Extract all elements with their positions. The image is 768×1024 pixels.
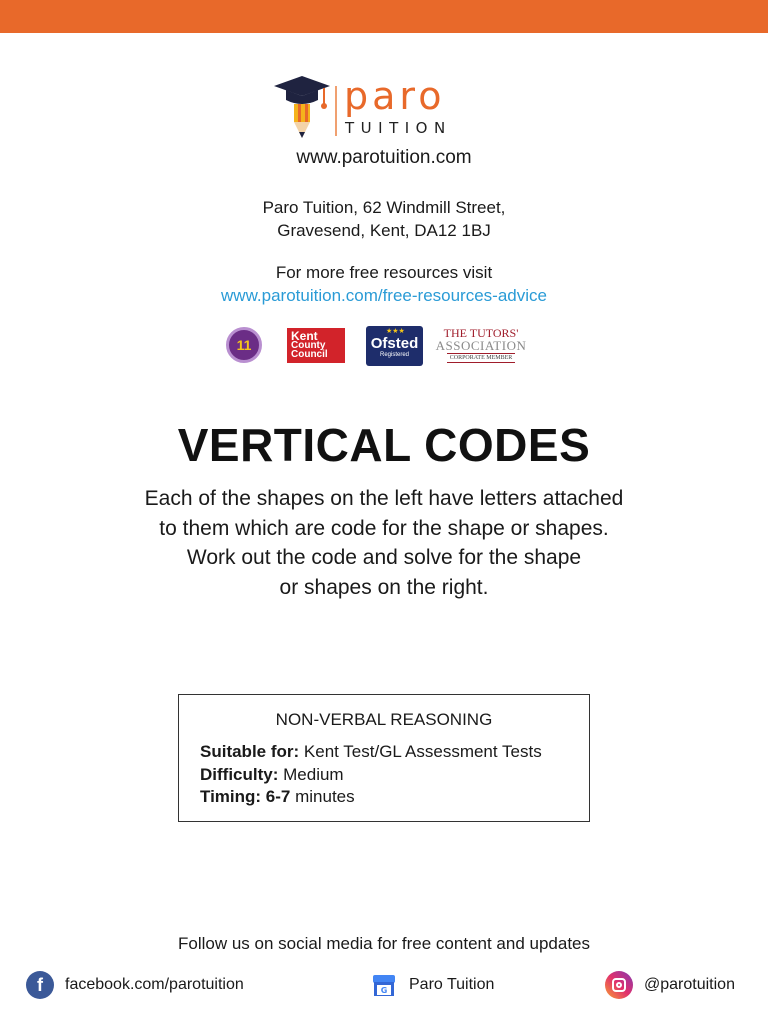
website-link[interactable]: www.parotuition.com xyxy=(296,147,472,168)
kent-county-label: County xyxy=(291,340,326,351)
logo-wordmark: paro xyxy=(344,74,446,118)
resources-block xyxy=(0,261,768,307)
graduation-cap-pencil-icon xyxy=(272,72,332,142)
info-details xyxy=(200,741,542,809)
logo-divider xyxy=(335,86,337,136)
info-box xyxy=(178,694,590,822)
address-line-1: Paro Tuition, 62 Windmill Street, xyxy=(262,198,506,217)
instructions-line-4: or shapes on the right. xyxy=(279,575,489,599)
difficulty-row xyxy=(200,764,542,787)
suitable-for-row xyxy=(200,741,542,764)
info-heading: NON-VERBAL REASONING xyxy=(275,710,493,729)
eleven-plus-badge xyxy=(226,327,262,363)
kent-county-council-badge xyxy=(287,328,345,363)
ofsted-registered-label: Registered xyxy=(379,352,409,358)
top-accent-bar xyxy=(0,0,768,33)
difficulty-label: Difficulty: xyxy=(200,764,279,784)
tutors-association-line-1: THE TUTORS' xyxy=(443,326,519,340)
resources-text: For more free resources visit xyxy=(275,263,493,282)
instagram-label: @parotuition xyxy=(644,976,735,993)
timing-row xyxy=(200,786,542,809)
accreditation-badges xyxy=(0,323,768,367)
timing-label: Timing: 6-7 xyxy=(200,787,291,806)
address-line-2: Gravesend, Kent, DA12 1BJ xyxy=(277,221,491,240)
instructions-line-2: to them which are code for the shape or shapes. xyxy=(159,516,609,540)
google-label: Paro Tuition xyxy=(409,976,495,993)
kent-label: Kent xyxy=(291,329,318,343)
kent-council-label: Council xyxy=(291,349,328,360)
facebook-icon: f xyxy=(26,971,54,999)
ofsted-label: Ofsted xyxy=(370,335,419,352)
follow-us-text: Follow us on social media for free content and updates xyxy=(177,934,591,953)
difficulty-value: Medium xyxy=(283,764,344,784)
tutors-association-line-2: ASSOCIATION xyxy=(435,338,527,353)
logo-subtitle: TUITION xyxy=(345,119,452,137)
facebook-label: facebook.com/parotuition xyxy=(65,976,244,993)
instagram-link[interactable] xyxy=(605,970,735,1000)
timing-value: minutes xyxy=(295,787,355,806)
tutors-association-line-3: CORPORATE MEMBER xyxy=(447,353,515,363)
suitable-for-label: Suitable for: xyxy=(200,742,300,761)
eleven-plus-label: 11 xyxy=(236,337,252,353)
page-title: VERTICAL CODES xyxy=(177,419,591,471)
instructions-line-3: Work out the code and solve for the shape xyxy=(186,546,582,569)
instagram-icon xyxy=(605,971,633,999)
paro-tuition-logo xyxy=(272,72,502,142)
instructions xyxy=(0,484,768,602)
svg-text:G: G xyxy=(380,986,388,995)
address-block xyxy=(0,196,768,242)
facebook-link[interactable] xyxy=(26,970,244,1000)
google-business-link[interactable] xyxy=(370,970,494,1000)
suitable-for-value: Kent Test/GL Assessment Tests xyxy=(303,742,542,761)
google-my-business-icon xyxy=(370,971,398,999)
resources-link[interactable]: www.parotuition.com/free-resources-advice xyxy=(221,286,547,305)
ofsted-badge xyxy=(366,326,423,366)
ofsted-stars-icon: ★★★ xyxy=(386,328,405,335)
instructions-line-1: Each of the shapes on the left have letters attached xyxy=(144,487,624,510)
tutors-association-badge xyxy=(433,327,529,365)
